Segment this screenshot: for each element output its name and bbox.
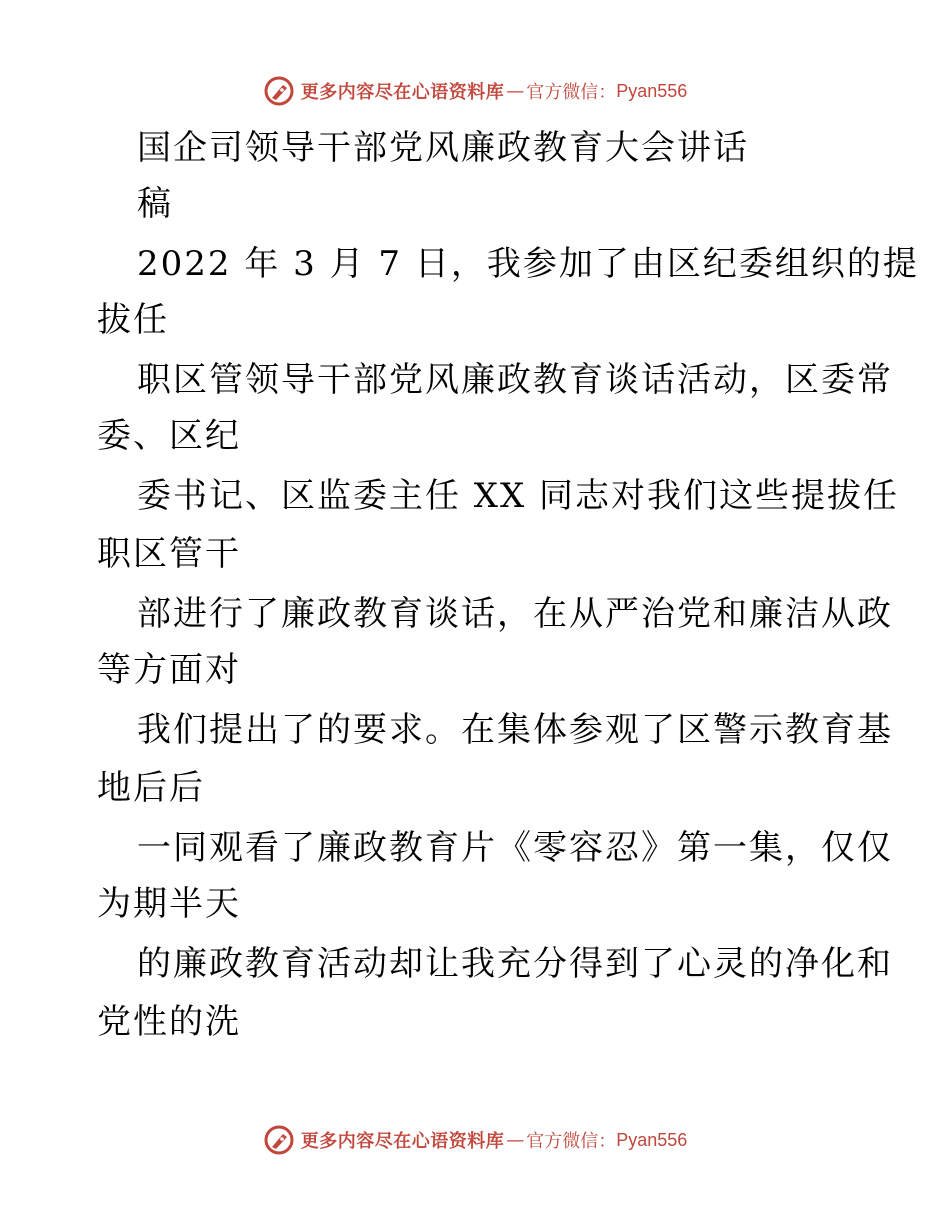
- watermark-wechat-label: 官方微信：: [526, 82, 617, 103]
- paragraph-line: 我们提出了的要求。在集体参观了区警示教育基: [137, 710, 893, 750]
- paragraph-line: 地后后: [97, 768, 205, 808]
- watermark-dash: —: [506, 1129, 525, 1151]
- pen-nib-logo-icon: [263, 1124, 295, 1156]
- paragraph-line: 职区管干: [97, 534, 241, 574]
- pen-nib-logo-icon: [263, 75, 295, 107]
- watermark-site-text: 更多内容尽在心语资料库: [300, 1131, 505, 1152]
- footer-watermark: [0, 1120, 950, 1160]
- watermark-site-text: 更多内容尽在心语资料库: [300, 82, 505, 103]
- watermark-wechat-id: Pyan556: [616, 80, 688, 101]
- watermark-wechat-id: Pyan556: [616, 1129, 688, 1150]
- document-title-line-2: 稿: [137, 184, 173, 224]
- paragraph-line: 委、区纪: [97, 416, 241, 456]
- header-watermark: [0, 71, 950, 111]
- document-title-line-1: 国企司领导干部党风廉政教育大会讲话: [137, 128, 749, 168]
- watermark-dash: —: [506, 80, 525, 102]
- paragraph-line: 2022 年 3 月 7 日，我参加了由区纪委组织的提: [137, 244, 919, 284]
- paragraph-line: 的廉政教育活动却让我充分得到了心灵的净化和: [137, 944, 893, 984]
- paragraph-line: 拔任: [97, 300, 169, 340]
- paragraph-line: 部进行了廉政教育谈话，在从严治党和廉洁从政: [137, 594, 893, 634]
- paragraph-line: 等方面对: [97, 650, 241, 690]
- watermark-wechat-label: 官方微信：: [526, 1131, 617, 1152]
- paragraph-line: 职区管领导干部党风廉政教育谈话活动，区委常: [137, 360, 893, 400]
- paragraph-line: 一同观看了廉政教育片《零容忍》第一集，仅仅: [137, 828, 893, 868]
- paragraph-line: 党性的洗: [97, 1002, 241, 1042]
- paragraph-line: 委书记、区监委主任 XX 同志对我们这些提拔任: [137, 476, 900, 516]
- paragraph-line: 为期半天: [97, 884, 241, 924]
